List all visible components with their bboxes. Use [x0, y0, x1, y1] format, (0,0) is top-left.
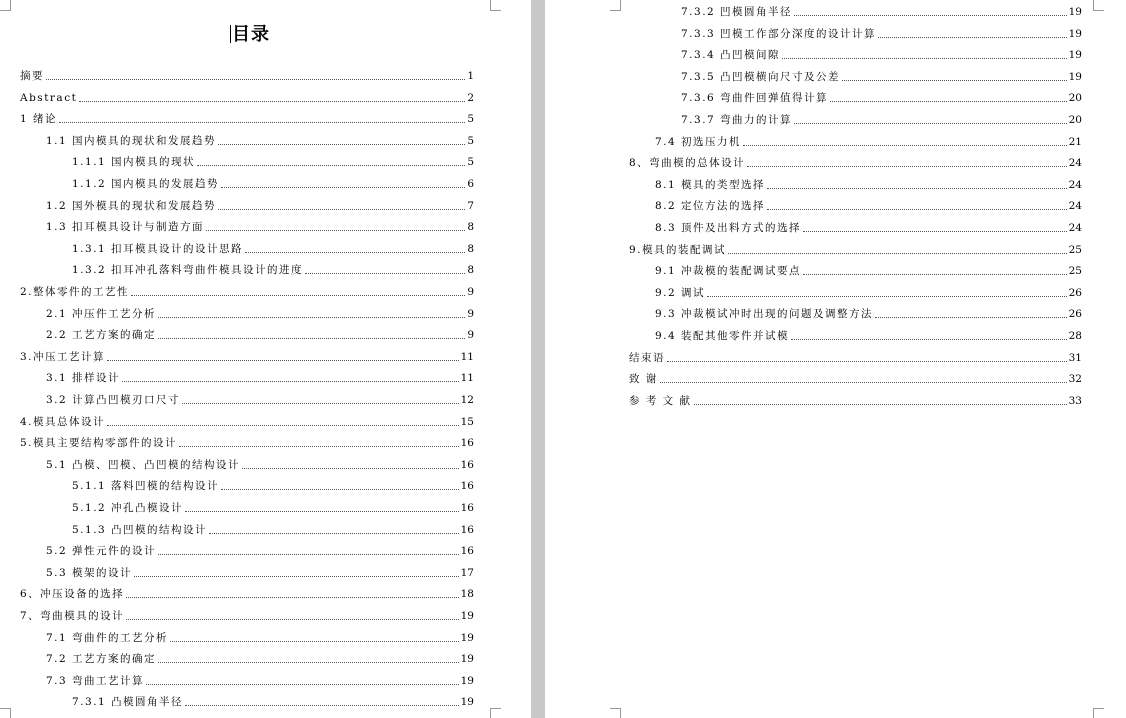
toc-dot-leader: [767, 188, 1067, 189]
document-page-left[interactable]: [0, 0, 531, 718]
toc-entry-title: 9.3 冲裁模试冲时出现的问题及调整方法: [655, 308, 874, 321]
toc-dot-leader: [209, 533, 459, 534]
toc-entry-page: 2: [467, 91, 474, 104]
toc-entry-title: 5.3 模架的设计: [46, 566, 133, 579]
toc-dot-leader: [170, 641, 459, 642]
toc-entry[interactable]: [655, 284, 1082, 300]
toc-entry-page: 26: [1068, 286, 1082, 299]
toc-entry-page: 5: [467, 134, 474, 147]
toc-entry[interactable]: [681, 25, 1082, 41]
toc-entry-page: 11: [460, 372, 474, 385]
toc-entry-title: 4.模具总体设计: [20, 415, 106, 428]
toc-entry-title: 7.2 工艺方案的确定: [46, 653, 157, 666]
toc-entry-page: 20: [1068, 114, 1082, 126]
toc-entry-title: 7.1 弯曲件的工艺分析: [46, 631, 169, 644]
toc-entry-title: 8.1 模具的类型选择: [655, 178, 766, 191]
toc-entry-title: 7.3.3 凹模工作部分深度的设计计算: [681, 27, 877, 40]
toc-dot-leader: [660, 382, 1067, 383]
toc-dot-leader: [878, 37, 1067, 38]
toc-entry[interactable]: [72, 521, 474, 537]
toc-entry[interactable]: [681, 111, 1082, 127]
toc-entry[interactable]: [46, 542, 474, 558]
toc-entry-title: 5.1.2 冲孔凸模设计: [72, 502, 184, 514]
toc-entry[interactable]: [655, 327, 1082, 343]
toc-dot-leader: [197, 165, 465, 166]
toc-title[interactable]: [0, 20, 500, 46]
toc-entry-page: 26: [1068, 308, 1082, 321]
toc-entry[interactable]: [46, 326, 474, 342]
toc-entry-title: 9.4 装配其他零件并试模: [655, 330, 790, 342]
toc-entry[interactable]: [655, 262, 1082, 278]
toc-entry-title: 1.3 扣耳模具设计与制造方面: [46, 221, 205, 234]
document-page-right[interactable]: [545, 0, 1126, 718]
toc-entry-title: 5.1 凸模、凹模、凸凹模的结构设计: [46, 458, 241, 471]
toc-entry-title: 6、冲压设备的选择: [20, 588, 125, 601]
toc-entry[interactable]: [20, 585, 474, 601]
toc-entry[interactable]: [72, 477, 474, 493]
toc-entry-page: 25: [1068, 243, 1082, 256]
toc-dot-leader: [218, 209, 465, 210]
page-corner-mark: [0, 708, 11, 718]
toc-entry-title: 3.1 排样设计: [46, 372, 121, 385]
toc-dot-leader: [830, 101, 1067, 102]
toc-entry-page: 8: [467, 264, 474, 277]
toc-entry[interactable]: [20, 110, 474, 126]
toc-dot-leader: [305, 273, 465, 274]
toc-entry[interactable]: [72, 153, 474, 169]
toc-entry-page: 19: [460, 696, 474, 709]
toc-entry-page: 19: [1068, 49, 1082, 62]
toc-entry[interactable]: [46, 391, 474, 407]
toc-entry[interactable]: [681, 46, 1082, 62]
toc-entry-title: 参 考 文 献: [629, 394, 692, 407]
page-corner-mark: [1093, 0, 1104, 11]
toc-dot-leader: [842, 80, 1067, 81]
toc-entry[interactable]: [46, 629, 474, 645]
toc-entry-page: 16: [460, 480, 474, 493]
toc-dot-leader: [782, 58, 1067, 59]
toc-entry-title: 5.模具主要结构零部件的设计: [20, 437, 178, 450]
toc-entry[interactable]: [20, 89, 474, 105]
toc-entry[interactable]: [46, 672, 474, 688]
toc-entry-page: 19: [1068, 27, 1082, 40]
toc-entry[interactable]: [655, 133, 1082, 149]
toc-entry-title: 2.1 冲压件工艺分析: [46, 307, 157, 320]
toc-entry-title: 1.3.2 扣耳冲孔落料弯曲件模具设计的进度: [72, 264, 304, 277]
toc-entry-page: 5: [467, 156, 474, 169]
toc-entry-title: 摘要: [20, 70, 44, 82]
toc-entry-page: 19: [460, 674, 474, 687]
toc-dot-leader: [131, 295, 465, 296]
toc-entry-title: 7.3.1 凸模圆角半径: [72, 696, 184, 709]
toc-entry-title: 3.冲压工艺计算: [20, 350, 106, 363]
toc-dot-leader: [107, 360, 459, 361]
toc-entry-title: 1 绪论: [20, 113, 58, 126]
toc-entry-title: 7.3.6 弯曲件回弹值得计算: [681, 92, 829, 105]
toc-entry-page: 33: [1068, 394, 1082, 407]
toc-dot-leader: [158, 662, 459, 663]
toc-dot-leader: [743, 145, 1067, 146]
toc-dot-leader: [158, 317, 465, 318]
toc-dot-leader: [245, 252, 465, 253]
toc-entry-page: 16: [460, 523, 474, 536]
toc-dot-leader: [126, 597, 458, 598]
toc-entry-page: 28: [1068, 330, 1082, 342]
toc-entry-page: 9: [467, 307, 474, 320]
toc-entry-title: 8.2 定位方法的选择: [655, 200, 766, 213]
toc-dot-leader: [122, 381, 459, 382]
toc-entry-title: 7.3.5 凸凹模横向尺寸及公差: [681, 70, 841, 83]
toc-dot-leader: [728, 253, 1067, 254]
toc-entry-title: 9.模具的装配调试: [629, 243, 727, 256]
toc-dot-leader: [803, 231, 1067, 232]
toc-dot-leader: [767, 209, 1067, 210]
toc-entry-title: Abstract: [20, 91, 78, 104]
toc-dot-leader: [747, 166, 1066, 167]
toc-entry[interactable]: [46, 218, 474, 234]
toc-entry-title: 5.1.3 凸凹模的结构设计: [72, 523, 208, 536]
toc-entry-page: 5: [467, 113, 474, 126]
toc-entry-title: 9.2 调试: [655, 286, 706, 299]
toc-dot-leader: [221, 489, 459, 490]
toc-entry-title: 1.1 国内模具的现状和发展趋势: [46, 134, 217, 147]
toc-entry-page: 9: [467, 286, 474, 298]
toc-entry-title: 2.2 工艺方案的确定: [46, 329, 157, 342]
toc-dot-leader: [794, 123, 1067, 124]
toc-entry-page: 11: [460, 350, 474, 363]
toc-entry-page: 19: [1068, 70, 1082, 83]
toc-entry-page: 24: [1068, 200, 1082, 213]
toc-entry-page: 15: [460, 415, 474, 428]
toc-dot-leader: [791, 339, 1067, 340]
toc-dot-leader: [158, 338, 465, 339]
toc-dot-leader: [803, 274, 1067, 275]
toc-entry-page: 16: [460, 437, 474, 450]
toc-entry-page: 16: [460, 502, 474, 514]
toc-entry[interactable]: [655, 219, 1082, 235]
toc-dot-leader: [179, 446, 459, 447]
toc-entry[interactable]: [46, 456, 474, 472]
toc-entry[interactable]: [46, 197, 474, 213]
toc-entry[interactable]: [46, 564, 474, 580]
toc-entry-title: 7.3 弯曲工艺计算: [46, 674, 145, 687]
toc-entry-page: 8: [467, 221, 474, 234]
toc-dot-leader: [707, 296, 1067, 297]
toc-entry-page: 19: [460, 653, 474, 666]
toc-dot-leader: [694, 404, 1067, 405]
toc-dot-leader: [158, 554, 459, 555]
toc-dot-leader: [794, 15, 1067, 16]
toc-entry[interactable]: [46, 650, 474, 666]
toc-dot-leader: [221, 187, 465, 188]
toc-entry-page: 24: [1068, 222, 1082, 234]
toc-entry[interactable]: [681, 68, 1082, 84]
toc-title-text: 目录: [232, 24, 270, 45]
toc-entry[interactable]: [655, 197, 1082, 213]
toc-entry-title: 8、弯曲模的总体设计: [629, 157, 746, 170]
toc-dot-leader: [46, 79, 465, 80]
toc-entry-title: 结束语: [629, 351, 665, 364]
toc-entry[interactable]: [72, 240, 474, 256]
toc-entry[interactable]: [72, 693, 474, 709]
toc-entry-page: 17: [460, 566, 474, 579]
toc-entry[interactable]: [46, 132, 474, 148]
page-corner-mark: [490, 708, 501, 718]
toc-dot-leader: [185, 511, 459, 512]
toc-entry-title: 7.3.2 凹模圆角半径: [681, 6, 793, 18]
toc-dot-leader: [875, 317, 1067, 318]
toc-entry-page: 18: [460, 588, 474, 601]
toc-entry[interactable]: [629, 392, 1082, 408]
toc-entry-title: 1.2 国外模具的现状和发展趋势: [46, 199, 217, 212]
toc-entry-page: 21: [1068, 135, 1082, 148]
toc-entry[interactable]: [72, 261, 474, 277]
toc-entry-page: 32: [1068, 373, 1082, 386]
toc-entry-page: 16: [460, 545, 474, 558]
toc-entry-title: 7.4 初选压力机: [655, 135, 742, 148]
toc-entry[interactable]: [20, 67, 474, 83]
toc-dot-leader: [107, 425, 459, 426]
toc-entry-page: 8: [467, 242, 474, 255]
toc-entry-page: 9: [467, 329, 474, 342]
text-cursor: [230, 25, 231, 43]
toc-entry[interactable]: [629, 349, 1082, 365]
toc-entry[interactable]: [46, 369, 474, 385]
toc-entry[interactable]: [72, 499, 474, 515]
toc-entry[interactable]: [20, 607, 474, 623]
toc-entry[interactable]: [655, 176, 1082, 192]
toc-dot-leader: [667, 361, 1067, 362]
toc-dot-leader: [134, 576, 459, 577]
toc-dot-leader: [182, 403, 459, 404]
toc-entry-page: 7: [467, 199, 474, 212]
toc-entry-title: 2.整体零件的工艺性: [20, 286, 130, 298]
toc-entry-title: 8.3 顶件及出料方式的选择: [655, 222, 802, 234]
toc-entry[interactable]: [20, 413, 474, 429]
toc-entry-page: 25: [1068, 265, 1082, 278]
toc-entry[interactable]: [629, 154, 1082, 170]
page-corner-mark: [610, 708, 621, 718]
toc-dot-leader: [242, 468, 459, 469]
toc-entry-title: 7.3.7 弯曲力的计算: [681, 114, 793, 126]
toc-entry[interactable]: [72, 175, 474, 191]
toc-entry-title: 9.1 冲裁模的装配调试要点: [655, 265, 802, 278]
toc-entry-page: 1: [467, 70, 474, 82]
toc-entry[interactable]: [20, 348, 474, 364]
toc-dot-leader: [59, 122, 465, 123]
toc-dot-leader: [185, 705, 459, 706]
toc-entry-page: 16: [460, 458, 474, 471]
toc-entry-title: 5.1.1 落料凹模的结构设计: [72, 480, 220, 493]
toc-entry-title: 1.1.2 国内模具的发展趋势: [72, 178, 220, 190]
toc-entry-title: 5.2 弹性元件的设计: [46, 545, 157, 558]
toc-entry-title: 1.3.1 扣耳模具设计的设计思路: [72, 242, 244, 255]
toc-entry-page: 6: [467, 178, 474, 190]
toc-entry-page: 19: [460, 631, 474, 644]
toc-entry-title: 7、弯曲模具的设计: [20, 610, 125, 622]
page-corner-mark: [0, 0, 11, 11]
toc-dot-leader: [218, 144, 465, 145]
page-corner-mark: [490, 0, 501, 11]
toc-entry-title: 3.2 计算凸凹模刃口尺寸: [46, 394, 181, 406]
toc-dot-leader: [126, 619, 458, 620]
toc-entry-page: 31: [1068, 351, 1082, 364]
toc-entry[interactable]: [20, 283, 474, 299]
toc-entry-title: 1.1.1 国内模具的现状: [72, 156, 196, 169]
toc-entry-title: 致 谢: [629, 373, 658, 386]
toc-entry-page: 19: [1068, 6, 1082, 18]
page-corner-mark: [610, 0, 621, 11]
toc-entry-title: 7.3.4 凸凹模间隙: [681, 49, 781, 62]
toc-entry[interactable]: [46, 305, 474, 321]
toc-entry-page: 20: [1068, 92, 1082, 105]
toc-entry[interactable]: [20, 434, 474, 450]
toc-dot-leader: [206, 230, 465, 231]
toc-entry-page: 24: [1068, 178, 1082, 191]
toc-entry-page: 19: [460, 610, 474, 622]
page-corner-mark: [1093, 708, 1104, 718]
toc-entry[interactable]: [629, 241, 1082, 257]
toc-entry[interactable]: [681, 89, 1082, 105]
toc-entry-page: 24: [1068, 157, 1082, 170]
toc-entry[interactable]: [655, 305, 1082, 321]
toc-entry[interactable]: [681, 3, 1082, 19]
toc-entry-page: 12: [460, 394, 474, 406]
toc-entry[interactable]: [629, 370, 1082, 386]
toc-dot-leader: [146, 684, 459, 685]
toc-dot-leader: [79, 101, 465, 102]
